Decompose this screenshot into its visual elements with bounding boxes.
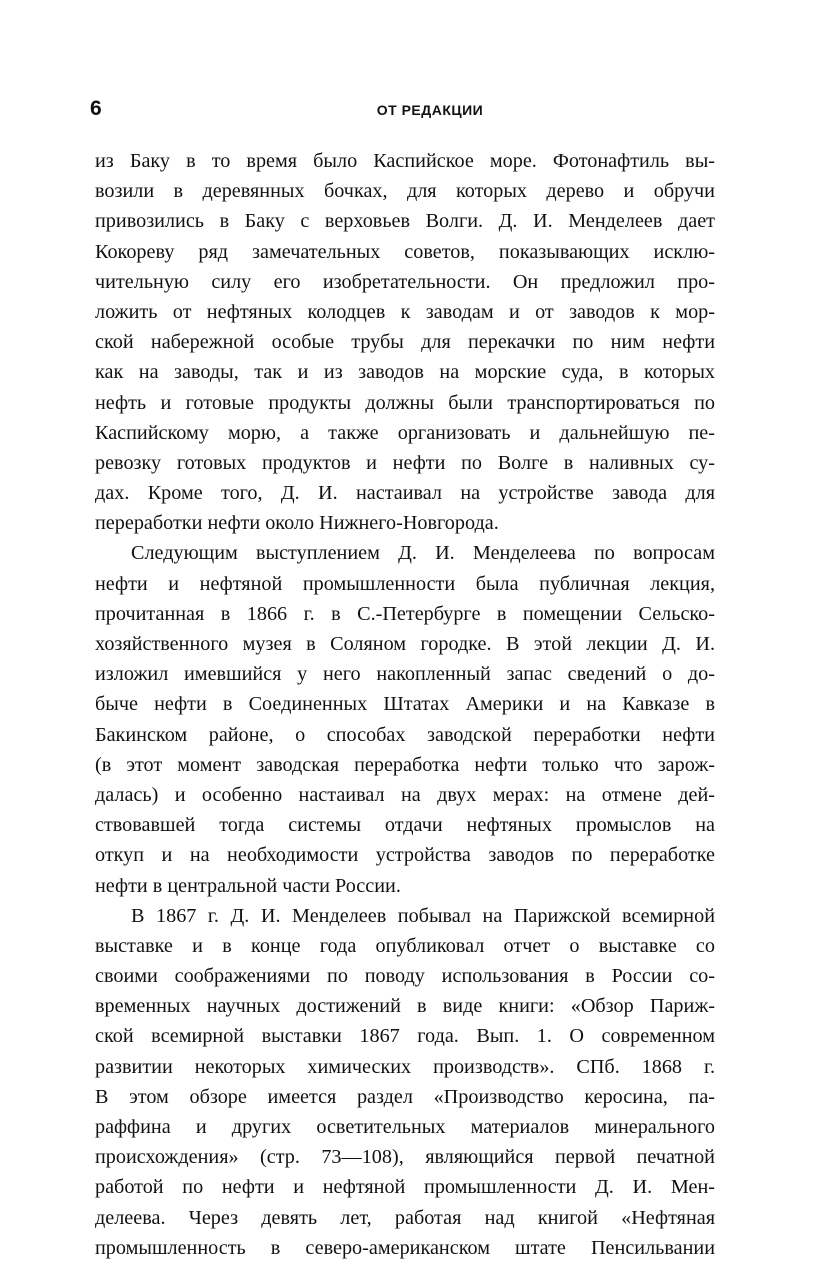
text-line: нефти и нефтяной промышленности была публичная лекция,	[95, 572, 715, 595]
paragraph-end-line: нефти в центральной части России.	[95, 874, 401, 897]
text-line: Бакинском районе, о способах заводской переработки нефти	[95, 723, 715, 746]
text-line: хозяйственного музея в Соляном городке. В этой лекции Д. И.	[95, 633, 715, 655]
text-line: дах. Кроме того, Д. И. настаивал на устройстве завода для	[95, 482, 715, 505]
text-line: (в этот момент заводская переработка нефти только что зарож-	[95, 753, 715, 776]
text-line: раффина и других осветительных материалов минерального	[95, 1116, 715, 1138]
text-line: из Баку в то время было Каспийское море. Фотонафтиль вы-	[95, 150, 715, 172]
text-line: делеева. Через девять лет, работая над книгой «Нефтяная	[95, 1206, 715, 1229]
text-line: своими соображениями по поводу использования в России со-	[95, 965, 715, 988]
text-line: прочитанная в 1866 г. в С.-Петербурге в помещении Сельско-	[95, 602, 715, 625]
text-line: происхождения» (стр. 73—108), являющийся первой печатной	[95, 1146, 715, 1169]
text-line: откуп и на необходимости устройства заводов по переработке	[95, 844, 715, 867]
text-line: Каспийскому морю, а также организовать и дальнейшую пе-	[95, 421, 715, 444]
text-line: работой по нефти и нефтяной промышленности Д. И. Мен-	[95, 1176, 715, 1199]
body-text	[95, 146, 715, 1263]
text-line: ствовавшей тогда системы отдачи нефтяных промыслов на	[95, 814, 715, 837]
text-line: чительную силу его изобретательности. Он предложил про-	[95, 270, 715, 293]
text-line: Кокореву ряд замечательных советов, показывающих исклю-	[95, 240, 715, 263]
text-line: далась) и особенно настаивал на двух мерах: на отмене дей-	[95, 783, 715, 806]
text-line: В этом обзоре имеется раздел «Производство керосина, па-	[95, 1085, 715, 1108]
running-head: ОТ РЕДАКЦИИ	[376, 102, 484, 118]
paragraph-start-line: Следующим выступлением Д. И. Менделеева по вопросам	[131, 542, 715, 565]
text-line: изложил имевшийся у него накопленный запас сведений о до-	[95, 663, 715, 686]
text-line: нефть и готовые продукты должны были транспортироваться по	[95, 391, 715, 414]
text-line: временных научных достижений в виде книги: «Обзор Париж-	[95, 995, 715, 1018]
text-line: ской набережной особые трубы для перекачки по ним нефти	[95, 331, 715, 354]
text-line: возили в деревянных бочках, для которых дерево и обручи	[95, 180, 715, 203]
text-line: развитии некоторых химических производств». СПб. 1868 г.	[95, 1055, 715, 1078]
text-line: быче нефти в Соединенных Штатах Америки и на Кавказе в	[95, 693, 715, 716]
text-line: выставке и в конце года опубликовал отчет о выставке со	[95, 934, 715, 957]
text-line: ревозку готовых продуктов и нефти по Волге в наливных су-	[95, 451, 715, 474]
paragraph-end-line: переработки нефти около Нижнего-Новгорода.	[95, 512, 499, 535]
text-line: ложить от нефтяных колодцев к заводам и от заводов к мор-	[95, 300, 715, 323]
paragraph-start-line: В 1867 г. Д. И. Менделеев побывал на Парижской всемирной	[131, 904, 715, 927]
text-line: привозились в Баку с верховьев Волги. Д. И. Менделеев дает	[95, 210, 715, 233]
text-line: ской всемирной выставки 1867 года. Вып. 1. О современном	[95, 1025, 715, 1048]
text-line: как на заводы, так и из заводов на морские суда, в которых	[95, 361, 715, 384]
page-number: 6	[90, 97, 102, 120]
text-line: промышленность в северо-американском штате Пенсильвании	[95, 1236, 715, 1259]
